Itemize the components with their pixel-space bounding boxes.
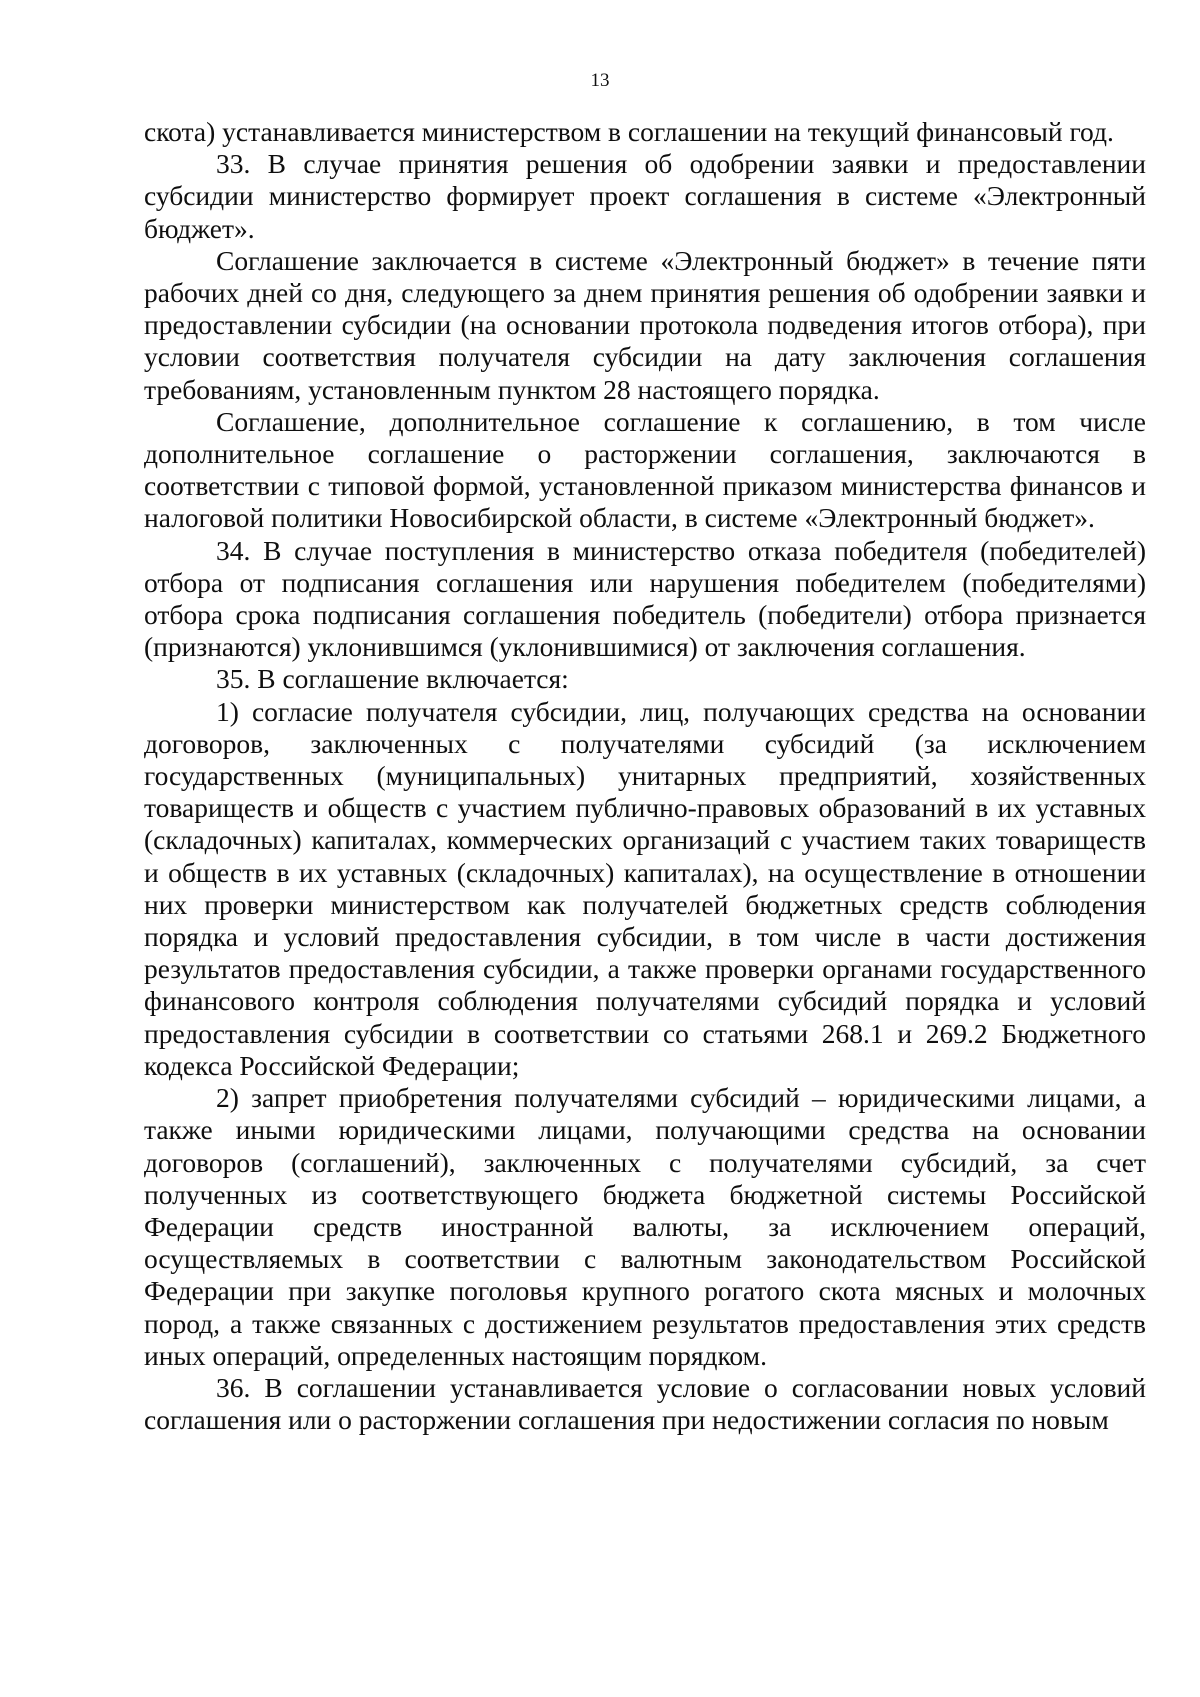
list-item-2: 2) запрет приобретения получателями субсидий – юридическими лицами, а также иными юридическими лицами, получающими средства на основании договоров (соглашений), заключенных с получателями субсидий, за счет полученных из соответствующего бюджета бюджетной системы Российской Федерации средств иностранной валюты, за исключением операций, осуществляемых в соответствии с валютным законодательством Российской Федерации при закупке поголовья крупного рогатого скота мясных и молочных пород, а также связанных с достижением результатов предоставления этих средств иных операций, определенных настоящим порядком. [144, 1082, 1146, 1371]
paragraph-36: 36. В соглашении устанавливается условие о согласовании новых условий соглашения или о расторжении соглашения при недостижении согласия по новым [144, 1371, 1146, 1436]
paragraph-34: 34. В случае поступления в министерство отказа победителя (победителей) отбора от подписания соглашения или нарушения победителем (победителями) отбора срока подписания соглашения победитель (победители) отбора признается (признаются) уклонившимся (уклонившимися) от заключения соглашения. [144, 534, 1146, 663]
paragraph-35: 35. В соглашение включается: [216, 663, 569, 695]
page-number: 13 [590, 70, 610, 91]
paragraph-agreement-conclusion: Соглашение заключается в системе «Электронный бюджет» в течение пяти рабочих дней со дня, следующего за днем принятия решения об одобрении заявки и предоставлении субсидии (на основании протокола подведения итогов отбора), при условии соответствия получателя субсидии на дату заключения соглашения требованиям, установленным пунктом 28 настоящего порядка. [144, 244, 1146, 405]
paragraph-33: 33. В случае принятия решения об одобрении заявки и предоставлении субсидии министерство формирует проект соглашения в системе «Электронный бюджет». [144, 148, 1146, 244]
document-body [144, 116, 1146, 1436]
paragraph-agreement-form: Соглашение, дополнительное соглашение к соглашению, в том числе дополнительное соглашение о расторжении соглашения, заключаются в соответствии с типовой формой, установленной приказом министерства финансов и налоговой политики Новосибирской области, в системе «Электронный бюджет». [144, 405, 1146, 534]
paragraph-continuation: скота) устанавливается министерством в соглашении на текущий финансовый год. [144, 116, 1114, 147]
list-item-1: 1) согласие получателя субсидии, лиц, получающих средства на основании договоров, заключенных с получателями субсидий (за исключением государственных (муниципальных) унитарных предприятий, хозяйственных товариществ и обществ с участием публично-правовых образований в их уставных (складочных) капиталах, коммерческих организаций с участием таких товариществ и обществ в их уставных (складочных) капиталах), на осуществление в отношении них проверки министерством как получателей бюджетных средств соблюдения порядка и условий предоставления субсидии, в том числе в части достижения результатов предоставления субсидии, а также проверки органами государственного финансового контроля соблюдения получателями субсидий порядка и условий предоставления субсидии в соответствии со статьями 268.1 и 269.2 Бюджетного кодекса Российской Федерации; [144, 695, 1146, 1081]
